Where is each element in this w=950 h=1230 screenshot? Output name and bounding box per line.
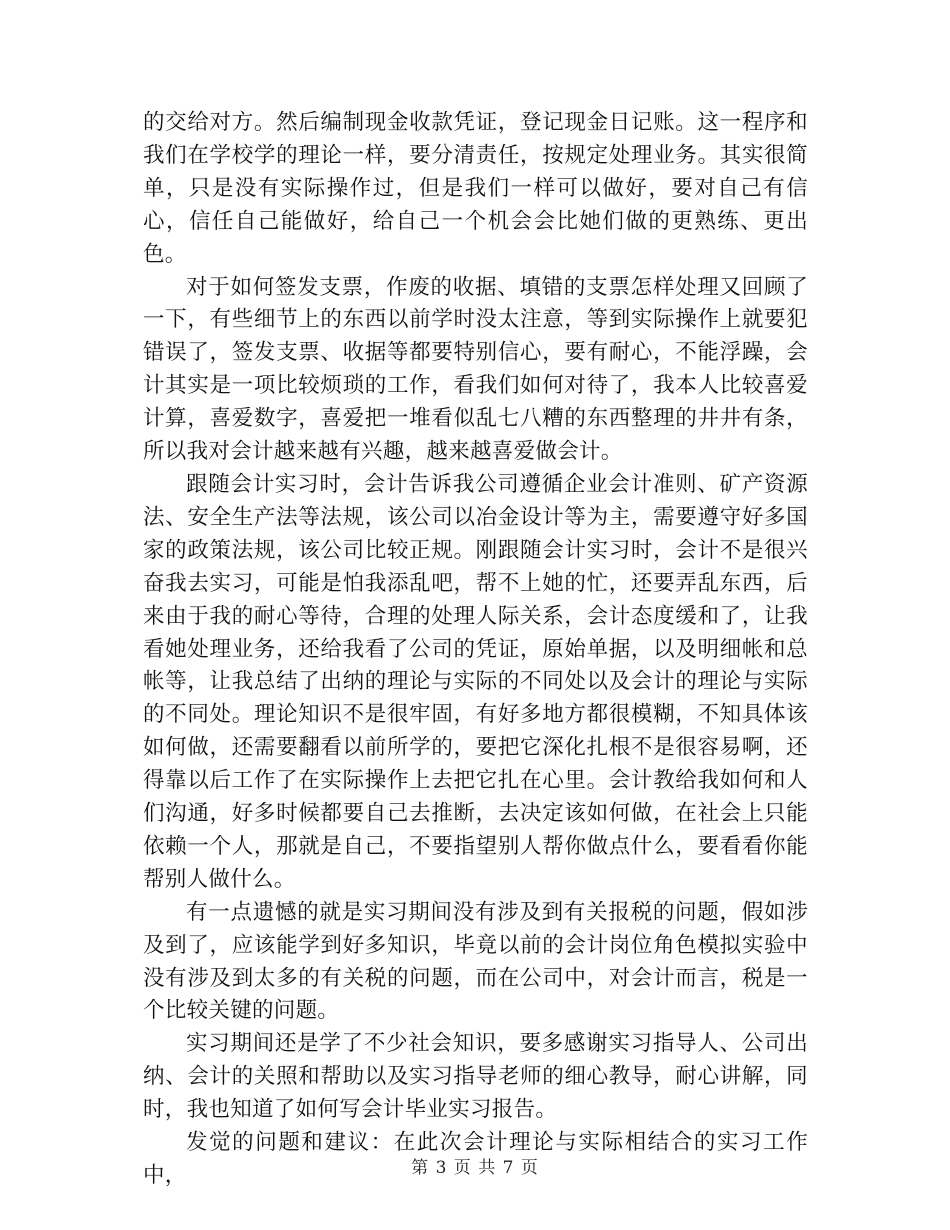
paragraph: 对于如何签发支票，作废的收据、填错的支票怎样处理又回顾了一下，有些细节上的东西以前学时没太注意，等到实际操作上就要犯错误了，签发支票、收据等都要特别信心，要有耐心，不能浮躁，会计其实是一项比较烦琐的工作，看我们如何对待了，我本人比较喜爱计算，喜爱数字，喜爱把一堆看似乱七八糟的东西整理的井井有条，所以我对会计越来越有兴趣，越来越喜爱做会计。 [143, 274, 808, 465]
paragraph: 实习期间还是学了不少社会知识，要多感谢实习指导人、公司出纳、会计的关照和帮助以及实习指导老师的细心教导，耐心讲解，同时，我也知道了如何写会计毕业实习报告。 [143, 1031, 808, 1123]
paragraph-continued: 的交给对方。然后编制现金收款凭证，登记现金日记账。这一程序和我们在学校学的理论一样，要分清责任，按规定处理业务。其实很简单，只是没有实际操作过，但是我们一样可以做好，要对自己有信心，信任自己能做好，给自己一个机会会比她们做的更熟练、更出色。 [143, 110, 808, 267]
page-footer [0, 1153, 950, 1178]
paragraph: 有一点遗憾的就是实习期间没有涉及到有关报税的问题，假如涉及到了，应该能学到好多知识，毕竟以前的会计岗位角色模拟实验中没有涉及到太多的有关税的问题，而在公司中，对会计而言，税是一个比较关键的问题。 [143, 899, 808, 1024]
paragraph: 发觉的问题和建议：在此次会计理论与实际相结合的实习工作中， [143, 1130, 808, 1188]
document-body [143, 107, 808, 1193]
page-number-label: 第 3 页 共 7 页 [411, 1158, 539, 1178]
paragraph: 跟随会计实习时，会计告诉我公司遵循企业会计准则、矿产资源法、安全生产法等法规，该公司以冶金设计等为主，需要遵守好多国家的政策法规，该公司比较正规。刚跟随会计实习时，会计不是很兴奋我去实习，可能是怕我添乱吧，帮不上她的忙，还要弄乱东西，后来由于我的耐心等待，合理的处理人际关系，会计态度缓和了，让我看她处理业务，还给我看了公司的凭证，原始单据，以及明细帐和总帐等，让我总结了出纳的理论与实际的不同处以及会计的理论与实际的不同处。理论知识不是很牢固，有好多地方都很模糊，不知具体该如何做，还需要翻看以前所学的，要把它深化扎根不是很容易啊，还得靠以后工作了在实际操作上去把它扎在心里。会计教给我如何和人们沟通，好多时候都要自己去推断，去决定该如何做，在社会上只能依赖一个人，那就是自己，不要指望别人帮你做点什么，要看看你能帮别人做什么。 [143, 471, 808, 892]
